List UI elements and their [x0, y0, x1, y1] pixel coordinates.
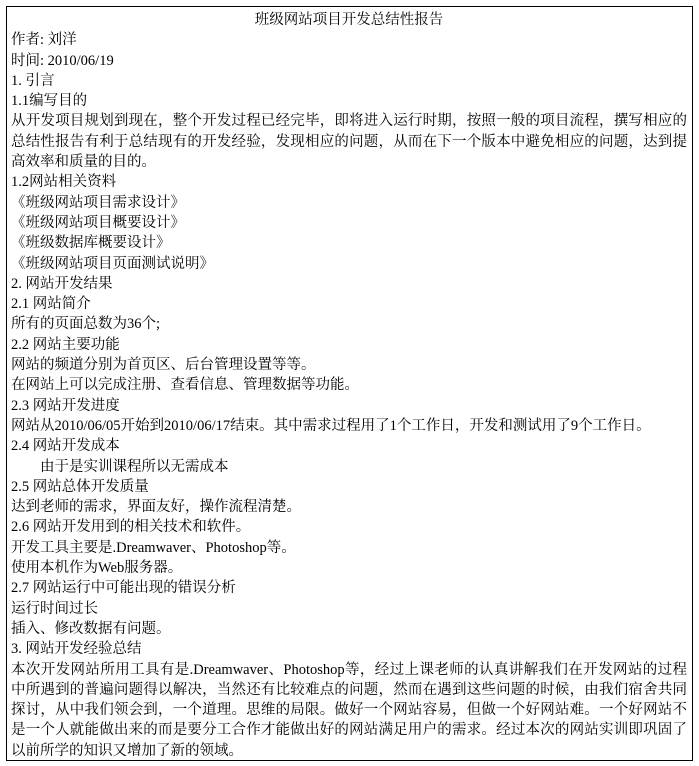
section-2-3-heading: 2.3 网站开发进度 [11, 397, 120, 414]
section-3-heading: 3. 网站开发经验总结 [11, 641, 142, 658]
section-2-2-paragraph-2: 在网站上可以完成注册、查看信息、管理数据等功能。 [11, 377, 359, 394]
document-border-frame [6, 6, 693, 761]
section-2-7-heading: 2.7 网站运行中可能出现的错误分析 [11, 580, 236, 597]
section-2-5-heading: 2.5 网站总体开发质量 [11, 478, 149, 495]
section-2-6-paragraph-1: 开发工具主要是.Dreamwaver、Photoshop等。 [11, 539, 296, 556]
section-2-7-paragraph-1: 运行时间过长 [11, 600, 98, 617]
section-2-1-paragraph: 所有的页面总数为36个; [11, 316, 161, 333]
section-2-7-paragraph-2: 插入、修改数据有问题。 [11, 620, 171, 637]
section-1-2-heading: 1.2网站相关资料 [11, 174, 117, 191]
section-2-4-paragraph: 由于是实训课程所以无需成本 [40, 458, 229, 475]
section-1-1-heading: 1.1编写目的 [11, 93, 88, 110]
section-2-1-heading: 2.1 网站简介 [11, 296, 91, 313]
section-2-2-paragraph-1: 网站的频道分别为首页区、后台管理设置等等。 [11, 357, 316, 374]
reference-doc-4: 《班级网站项目页面测试说明》 [11, 255, 214, 272]
section-2-4-heading: 2.4 网站开发成本 [11, 438, 120, 455]
author-line: 作者: 刘洋 [11, 32, 77, 49]
section-1-heading: 1. 引言 [11, 72, 55, 89]
section-2-6-heading: 2.6 网站开发用到的相关技术和软件。 [11, 519, 251, 536]
reference-doc-3: 《班级数据库概要设计》 [11, 235, 171, 252]
section-2-heading: 2. 网站开发结果 [11, 275, 113, 292]
reference-doc-1: 《班级网站项目需求设计》 [11, 194, 185, 211]
document-title: 班级网站项目开发总结性报告 [254, 12, 444, 28]
section-3-paragraph: 本次开发网站所用工具有是.Dreamwaver、Photoshop等，经过上课老师的认真讲解我们在开发网站的过程中所遇到的普遍问题得以解决，当然还有比较难点的问题，然而在遇到这些问题的时候，由我们宿舍共同探讨，从中我们领会到，一个道理。思维的局限。做好一个网站容易，但做一个好网站难。一个好网站不是一个人就能做出来的而是要分工合作才能做出好的网站满足用户的需求。经过本次的网站实训即巩固了以前所学的知识又增加了新的领域。 [11, 661, 687, 759]
section-2-2-heading: 2.2 网站主要功能 [11, 336, 120, 353]
reference-doc-2: 《班级网站项目概要设计》 [11, 214, 185, 231]
section-2-6-paragraph-2: 使用本机作为Web服务器。 [11, 560, 183, 577]
section-1-1-paragraph: 从开发项目规划到现在，整个开发过程已经完毕，即将进入运行时期，按照一般的项目流程，撰写相应的总结性报告有利于总结现有的开发经验，发现相应的问题，从而在下一个版本中避免相应的问题，达到提高效率和质量的目的。 [11, 113, 687, 171]
date-line: 时间: 2010/06/19 [11, 52, 114, 69]
section-2-3-paragraph: 网站从2010/06/05开始到2010/06/17结束。其中需求过程用了1个工作日，开发和测试用了9个工作日。 [11, 417, 651, 434]
section-2-5-paragraph: 达到老师的需求，界面友好，操作流程清楚。 [11, 499, 301, 516]
